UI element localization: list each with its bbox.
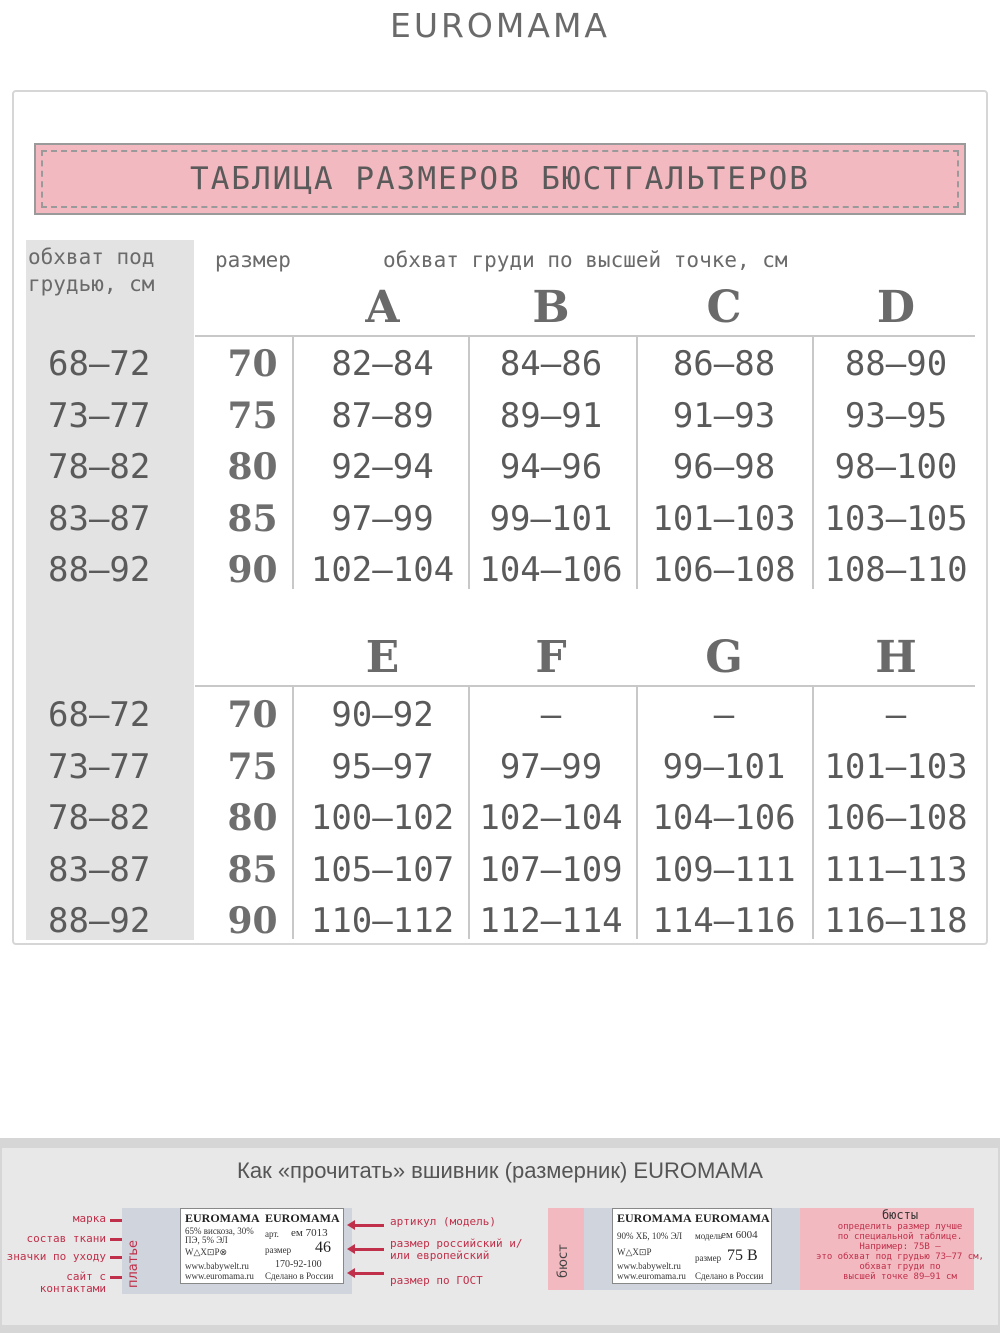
top-band-size-cell: 70 (227, 343, 278, 385)
tag1-size-label: размер (265, 1245, 292, 1255)
top-bust-cell: 84–86 (499, 344, 603, 384)
bust-info-line: Например: 75B – (859, 1242, 941, 1252)
tag1-art-label: арт. (265, 1229, 279, 1239)
table-title: ТАБЛИЦА РАЗМЕРОВ БЮСТГАЛЬТЕРОВ (190, 161, 810, 197)
bottom-cup-header: H (875, 632, 917, 683)
bottom-underbust-cell: 78–82 (48, 798, 151, 838)
label-gost: размер по ГОСТ (390, 1274, 483, 1287)
bottom-bust-cell: 112–114 (479, 901, 623, 941)
bottom-bust-cell: 107–109 (479, 849, 623, 890)
tag1-made: Сделано в России (265, 1271, 334, 1281)
bottom-band-size-cell: 80 (227, 797, 278, 839)
top-bust-cell: 101–103 (652, 498, 796, 539)
top-divider (195, 335, 975, 337)
top-cup-header: C (706, 282, 742, 333)
tag1-care-icons: W△X⊡P⊗ (185, 1247, 228, 1257)
bust-tag (612, 1208, 772, 1284)
bottom-cup-header: G (705, 632, 743, 683)
top-bust-cell: 97–99 (331, 498, 434, 539)
bottom-bust-cell: 97–99 (499, 746, 603, 787)
top-bust-cell: 82–84 (331, 344, 434, 384)
tag1-brand2: EUROMAMA (265, 1211, 340, 1225)
bottom-bust-cell: 102–104 (479, 798, 623, 838)
top-bust-cell: 93–95 (844, 395, 948, 436)
arrow-gost (354, 1272, 384, 1275)
top-cup-header: D (876, 282, 916, 333)
top-bust-cell: 86–88 (672, 344, 776, 384)
tag2-care-icons: W△X⊡P (617, 1247, 652, 1257)
bust-word: бюст (556, 1244, 571, 1278)
top-underbust-cell: 78–82 (48, 447, 151, 487)
bottom-underbust-cell: 83–87 (48, 849, 151, 890)
label-article: артикул (модель) (390, 1215, 496, 1228)
top-bust-cell: 102–104 (310, 550, 455, 590)
tag2-site2: www.euromama.ru (617, 1271, 686, 1281)
top-underbust-cell: 68–72 (48, 344, 151, 384)
bust-info-head: бюсты (881, 1208, 919, 1222)
tag2-model: ем 6004 (721, 1229, 758, 1241)
label-care-icons: значки по уходу (6, 1250, 106, 1263)
tag2-brand2: EUROMAMA (695, 1211, 770, 1225)
label-composition: состав ткани (26, 1232, 106, 1245)
tag2-made: Сделано в России (695, 1271, 764, 1281)
bust-info (800, 1210, 1000, 1282)
top-bust-cell: 108–110 (824, 550, 968, 590)
label-site: сайт с контактами (39, 1270, 106, 1295)
dress-tag (180, 1208, 344, 1284)
top-bust-cell: 89–91 (499, 395, 603, 436)
header-size: размер (215, 248, 291, 272)
tag2-model-label: модель (695, 1231, 723, 1241)
arrow-article (354, 1224, 384, 1227)
bottom-bust-cell: 99–101 (662, 746, 786, 787)
top-bust-cell: 99–101 (489, 498, 613, 539)
bust-info-line: определить размер лучше (837, 1222, 963, 1232)
top-bust-cell: 103–105 (824, 498, 968, 539)
tag1-gost: 170-92-100 (275, 1259, 322, 1270)
top-bust-cell: 92–94 (331, 447, 434, 487)
bust-info-line: по специальной таблице. (837, 1232, 963, 1242)
tag2-composition: 90% ХБ, 10% ЭЛ (617, 1231, 683, 1241)
top-bust-cell: 88–90 (844, 344, 948, 384)
title-banner (34, 143, 966, 215)
top-cup-header: B (532, 282, 570, 333)
bottom-cup-header: E (365, 632, 400, 683)
top-bust-cell: 106–108 (652, 550, 796, 590)
top-band-size-cell: 75 (227, 394, 278, 437)
bottom-underbust-cell: 68–72 (48, 695, 151, 735)
bottom-bust-cell: 109–111 (652, 849, 796, 890)
top-bust-cell: 96–98 (672, 447, 776, 487)
tag2-size: 75 B (727, 1247, 758, 1264)
tag1-site1: www.babywelt.ru (185, 1261, 249, 1271)
tag2-site1: www.babywelt.ru (617, 1261, 681, 1271)
bottom-bust-cell: 90–92 (331, 695, 434, 735)
top-bust-cell: 104–106 (479, 550, 623, 590)
bottom-bust-cell: 111–113 (824, 849, 968, 890)
top-band-size-cell: 80 (227, 446, 278, 488)
top-underbust-cell: 73–77 (48, 395, 151, 436)
header-underbust: обхват под грудью, см (28, 245, 155, 296)
bust-info-line: высшей точке 89–91 см (843, 1272, 957, 1282)
bottom-band-size-cell: 70 (227, 694, 278, 736)
bottom-underbust-cell: 88–92 (48, 901, 151, 941)
bottom-cup-header: F (535, 632, 567, 683)
bottom-bust-cell: – (885, 695, 907, 735)
label-brand: марка (72, 1212, 106, 1225)
top-band-size-cell: 90 (227, 549, 278, 591)
bottom-underbust-cell: 73–77 (48, 746, 151, 787)
top-bust-cell: 98–100 (834, 447, 958, 487)
arrow-size (354, 1248, 384, 1251)
top-underbust-cell: 88–92 (48, 550, 151, 590)
bottom-band-size-cell: 90 (227, 900, 278, 942)
header-bust: обхват груди по высшей точке, см (383, 248, 788, 272)
bottom-band-size-cell: 75 (227, 745, 278, 788)
dress-word: платье (126, 1239, 141, 1288)
top-band-size-cell: 85 (227, 497, 278, 540)
tag1-size: 46 (315, 1239, 331, 1256)
bottom-divider (195, 685, 975, 687)
tag2-brand1: EUROMAMA (617, 1211, 692, 1225)
bottom-bust-cell: 104–106 (652, 798, 796, 838)
bottom-bust-cell: 101–103 (824, 746, 968, 787)
top-underbust-cell: 83–87 (48, 498, 151, 539)
bottom-bust-cell: 100–102 (310, 798, 455, 838)
guide-title: Как «прочитать» вшивник (размерник) EUROMAMA (237, 1158, 763, 1183)
bottom-bust-cell: 114–116 (652, 901, 796, 941)
label-size-ru-eu: размер российский и/или европейский (390, 1237, 523, 1262)
tag1-brand1: EUROMAMA (185, 1211, 260, 1225)
top-bust-cell: 87–89 (331, 395, 434, 436)
tag1-site2: www.euromama.ru (185, 1271, 254, 1281)
brand-logo: EUROMAMA (389, 6, 610, 45)
top-cup-header: A (365, 282, 400, 333)
bottom-bust-cell: – (713, 695, 735, 735)
bust-info-line: обхват груди по (859, 1262, 941, 1272)
tag1-composition: 65% вискоза, 30% ПЭ, 5% ЭЛ (185, 1226, 254, 1245)
tag2-size-label: размер (695, 1253, 722, 1263)
top-bust-cell: 91–93 (672, 395, 776, 436)
bottom-band-size-cell: 85 (227, 848, 278, 891)
tag1-art: ем 7013 (291, 1227, 328, 1239)
bottom-bust-cell: 95–97 (331, 746, 434, 787)
bottom-bust-cell: 116–118 (824, 901, 968, 941)
bottom-bust-cell: 106–108 (824, 798, 968, 838)
bottom-bust-cell: – (540, 695, 562, 735)
bottom-bust-cell: 110–112 (310, 901, 455, 941)
top-bust-cell: 94–96 (499, 447, 603, 487)
bust-info-line: это обхват под грудью 73–77 см, (816, 1252, 984, 1262)
bottom-bust-cell: 105–107 (310, 849, 455, 890)
